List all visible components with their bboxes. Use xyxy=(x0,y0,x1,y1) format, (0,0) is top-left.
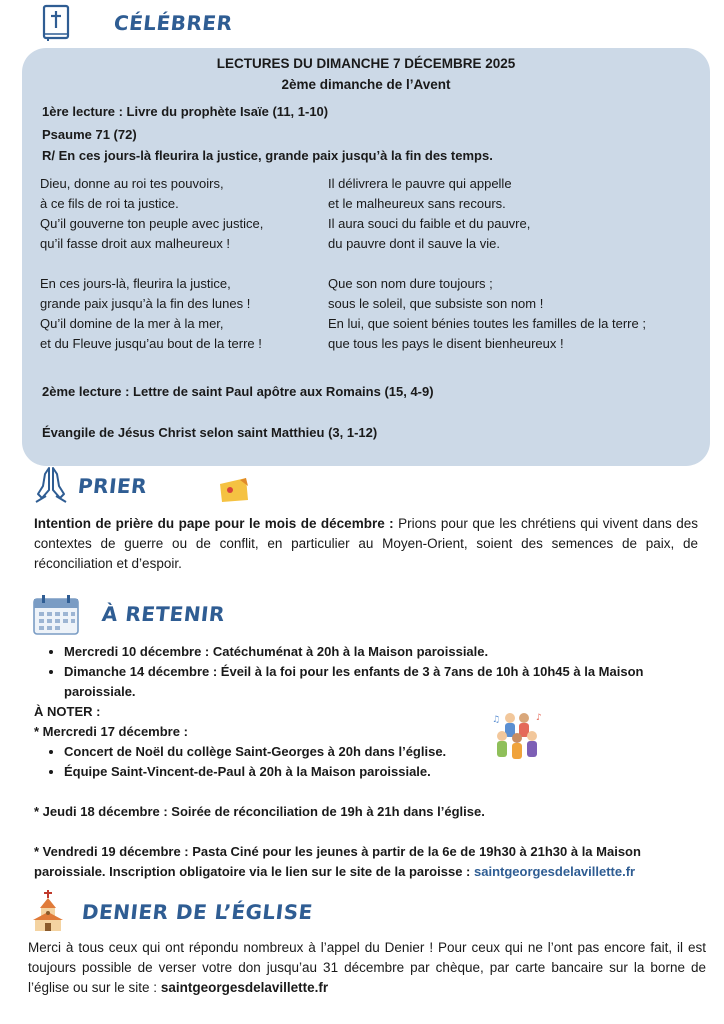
psalm-line: du pauvre dont il sauve la vie. xyxy=(328,236,500,251)
psalm-line: Qu’il gouverne ton peuple avec justice, xyxy=(40,216,264,231)
praying-hands-icon xyxy=(34,464,68,504)
psalm-line: Qu’il domine de la mer à la mer, xyxy=(40,316,224,331)
psalm-right-column xyxy=(328,174,646,354)
section-title-prier: PRIER xyxy=(76,474,149,498)
section-title-celebrer: CÉLÉBRER xyxy=(112,11,234,35)
readings-card xyxy=(22,48,710,466)
event-item: • Concert de Noël du collège Saint-Georges à 20h dans l’église. xyxy=(64,742,710,762)
psalm-line: et du Fleuve jusqu’au bout de la terre ! xyxy=(40,336,262,351)
psalm-line: que tous les pays le disent bienheureux ! xyxy=(328,336,564,351)
psalm-line xyxy=(328,254,646,274)
psalm-refrain: R/ En ces jours-là fleurira la justice, grande paix jusqu’à la fin des temps. xyxy=(42,148,493,163)
psalm-line: Il aura souci du faible et du pauvre, xyxy=(328,216,531,231)
first-reading: 1ère lecture : Livre du prophète Isaïe (11, 1-10) xyxy=(42,104,329,119)
psalm-line: qu’il fasse droit aux malheureux ! xyxy=(40,236,231,251)
events-block xyxy=(34,642,710,882)
thursday-18-event: * Jeudi 18 décembre : Soirée de réconciliation de 19h à 21h dans l’église. xyxy=(34,804,485,819)
choir-illustration xyxy=(488,708,548,766)
denier-text: Merci à tous ceux qui ont répondu nombreux à l’appel du Denier ! Pour ceux qui ne l’ont pas encore fait, il est toujours possible de verser votre don jusqu’au 31 décembre par chèque, par carte bancaire sur la borne de l’église ou sur le site : xyxy=(28,940,706,995)
second-reading: 2ème lecture : Lettre de saint Paul apôtre aux Romains (15, 4-9) xyxy=(42,384,434,399)
psalm-line: En lui, que soient bénies toutes les familles de la terre ; xyxy=(328,316,646,331)
friday-19-text: * Vendredi 19 décembre : Pasta Ciné pour les jeunes à partir de la 6e de 19h30 à 21h30 à la Maison paroissiale. Inscription obligatoire via le lien sur le site de la paroisse : xyxy=(34,844,641,879)
prayer-paragraph xyxy=(34,514,698,574)
psalm-line: Dieu, donne au roi tes pouvoirs, xyxy=(40,176,224,191)
church-icon xyxy=(32,890,64,932)
psalm-title: Psaume 71 (72) xyxy=(42,127,137,142)
event-item: • Équipe Saint-Vincent-de-Paul à 20h à la Maison paroissiale. xyxy=(64,762,710,782)
prayer-text: Prions pour que les chrétiens qui vivent dans des contextes de guerre ou de conflit, en particulier au Moyen-Orient, soient des semences de paix, de réconciliation et d’espoir. xyxy=(34,516,698,571)
psalm-left-column xyxy=(40,174,263,354)
prayer-label: Intention de prière du pape pour le mois de décembre : xyxy=(34,516,394,531)
readings-subtitle: 2ème dimanche de l’Avent xyxy=(281,77,451,92)
psalm-line: grande paix jusqu’à la fin des lunes ! xyxy=(40,296,251,311)
psalm-line xyxy=(40,254,263,274)
event-item: • Mercredi 10 décembre : Catéchuménat à 20h à la Maison paroissiale. xyxy=(64,642,710,662)
readings-title: LECTURES DU DIMANCHE 7 DÉCEMBRE 2025 xyxy=(216,56,516,71)
psalm-line: Il délivrera le pauvre qui appelle xyxy=(328,176,512,191)
psalm-line: et le malheureux sans recours. xyxy=(328,196,506,211)
psalm-line: sous le soleil, que subsiste son nom ! xyxy=(328,296,544,311)
noter-label: À NOTER : xyxy=(34,704,101,719)
note-pin-icon xyxy=(218,476,250,504)
denier-site[interactable]: saintgeorgesdelavillette.fr xyxy=(160,980,329,995)
psalm-line: à ce fils de roi ta justice. xyxy=(40,196,179,211)
denier-paragraph xyxy=(28,938,706,998)
events-list-1 xyxy=(40,642,710,702)
calendar-icon xyxy=(32,594,80,636)
section-title-retenir: À RETENIR xyxy=(100,602,227,626)
wednesday-17-label: * Mercredi 17 décembre : xyxy=(34,724,188,739)
section-title-denier: DENIER DE L’ÉGLISE xyxy=(80,900,315,924)
gospel-reading: Évangile de Jésus Christ selon saint Matthieu (3, 1-12) xyxy=(42,425,378,440)
event-item: • Dimanche 14 décembre : Éveil à la foi pour les enfants de 3 à 7ans de 10h à 10h45 à la Maison paroissiale. xyxy=(64,662,710,702)
parish-website-link[interactable]: saintgeorgesdelavillette.fr xyxy=(474,864,636,879)
friday-19-event xyxy=(34,842,710,882)
events-list-2 xyxy=(40,742,710,782)
psalm-line: En ces jours-là, fleurira la justice, xyxy=(40,276,231,291)
psalm-line: Que son nom dure toujours ; xyxy=(328,276,493,291)
svg-text:♪: ♪ xyxy=(536,713,542,723)
svg-text:♫: ♫ xyxy=(492,715,501,725)
bible-icon xyxy=(42,4,72,42)
